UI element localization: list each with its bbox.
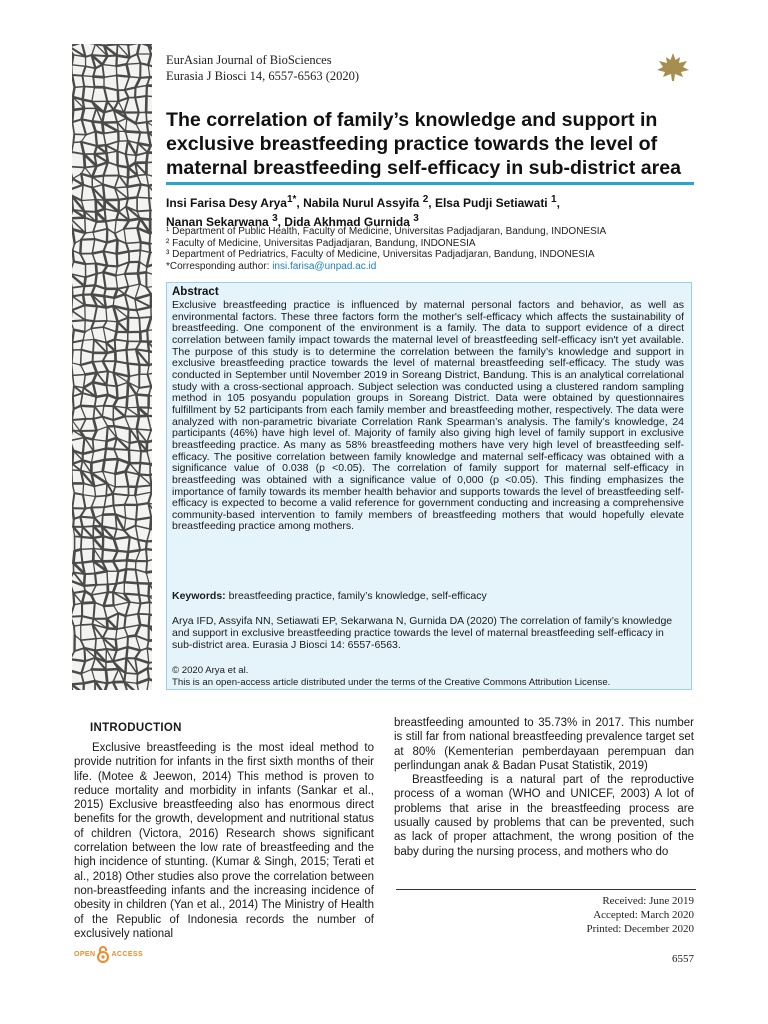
affiliation-item: ¹ Department of Public Health, Faculty of Medicine, Universitas Padjadjaran, Bandung, INDONESIA [166, 226, 607, 237]
title-divider [166, 182, 694, 185]
author-name: Dida Akhmad Gurnida [284, 215, 410, 229]
author-name: Nanan Sekarwana [166, 215, 269, 229]
intro-paragraph: Exclusive breastfeeding is the most ideal method to provide nutrition for infants in the first sixth months of their life. (Motee & Jeewon, 2014) This method is proven to reduce mortality and morbidity in infants (Sankar et al., 2015) Exclusive breastfeeding also has enormous direct benefits for the growth, development and nutritional status of children (Victora, 2016) Research shows significant correlation between the low rate of breastfeeding and the high incidence of stunting. (Kumar & Singh, 2015; Terati et al., 2018) Other studies also prove the correlation between non-breastfeeding infants and the increasing incidence of obesity in children (Yan et al., 2014) The Ministry of Health of the Republic of Indonesia records the number of exclusively national [74, 742, 374, 940]
author-separator: , [556, 196, 560, 210]
cracked-earth-pattern [72, 44, 152, 690]
author-separator: , [428, 196, 435, 210]
open-access-logo [74, 944, 143, 964]
author-name: Elsa Pudji Setiawati [434, 196, 548, 210]
affiliation-item: ³ Department of Pedriatrics, Faculty of Medicine, Universitas Padjadjaran, Bandung, INDONESIA [166, 249, 595, 261]
intro-paragraph: Breastfeeding is a natural part of the reproductive process of a woman (WHO and UNICEF, 2003) A lot of problems that arise in the breastfeeding process are usually caused by problems that can be prevented, such as lack of proper attachment, the wrong position of the baby during the nursing process, and mothers who do [394, 774, 694, 858]
affiliations [166, 226, 696, 272]
author-affiliation-mark: 1* [286, 194, 297, 205]
journal-header [166, 52, 359, 84]
journal-reference: Eurasia J Biosci 14, 6557-6563 (2020) [166, 69, 360, 83]
keywords [172, 590, 684, 603]
intro-continuation: breastfeeding amounted to 35.73% in 2017. This number is still far from national breastfeeding prevalence target set at 80% (Kementerian pemberdayaan perempuan dan perlindungan anak & Badan Pusat Statistik, 2019) [394, 717, 694, 772]
open-lock-icon [96, 945, 110, 963]
author-name: Nabila Nurul Assyifa [303, 196, 420, 210]
corresponding-author [166, 261, 696, 273]
article-title: The correlation of family’s knowledge and support in exclusive breastfeeding practice towards the level of maternal breastfeeding self-efficacy in sub-district area [166, 109, 682, 179]
license-text: This is an open-access article distributed under the terms of the Creative Commons Attribution License. [172, 676, 611, 688]
page-number: 6557 [672, 953, 694, 965]
open-access-label-left: OPEN [74, 950, 96, 958]
abstract-heading: Abstract [172, 286, 219, 298]
corresponding-email-link[interactable]: insi.farisa@unpad.ac.id [272, 260, 377, 272]
author-affiliation-mark: 1 [551, 194, 557, 205]
dates-divider [396, 889, 696, 890]
received-date: Received: June 2019 [602, 895, 694, 907]
accepted-date: Accepted: March 2020 [593, 909, 694, 921]
publication-dates [540, 894, 694, 936]
author-affiliation-mark: 3 [272, 213, 278, 224]
author-separator: , [277, 215, 285, 229]
printed-date: Printed: December 2020 [586, 923, 694, 935]
keywords-text: breastfeeding practice, family’s knowledge, self-efficacy [225, 590, 487, 602]
copyright-line: © 2020 Arya et al. [172, 665, 249, 676]
author-name: Insi Farisa Desy Arya [166, 196, 287, 210]
author-affiliation-mark: 2 [422, 194, 429, 205]
license-block [172, 665, 684, 688]
author-affiliation-mark: 3 [413, 213, 419, 224]
right-column [394, 716, 694, 859]
corresponding-label: *Corresponding author: [166, 260, 273, 272]
left-column [74, 741, 374, 941]
maple-leaf-icon [656, 52, 690, 82]
abstract-text: Exclusive breastfeeding practice is influenced by maternal personal factors and behavior, as well as environmental factors. These three factors form the mother's self-efficacy which affects the sustainability of breastfeeding. One component of the environment is a family. The data to support evidence of a direct correlation between family impact towards the maternal level of breastfeeding self-efficacy isn't yet available. The purpose of this study is to determine the correlation between the family’s knowledge and support in exclusive breastfeeding practice towards the level of maternal breastfeeding self-efficacy. The study was conducted in September until November 2019 in Soreang District, Bandung. This is an analytical correlational study with a cross-sectional approach. Subject selection was conducted using a clustered random sampling method in 105 posyandu population groups in Soreang District. Data were obtained by questionnaires fulfillment by 52 participants from each family member and breastfeeding mother, respectively. The data were analyzed with non-parametric bivariate Correlation Rank Spearman’s analysis. The family’s knowledge, 24 participants (46%) have high level of. Majority of family also giving high level of family support in exclusive breastfeeding practice. As many as 58% breastfeeding mothers have very high level of breastfeeding self-efficacy. The positive correlation between family knowledge and maternal self-efficacy was obtained with a significance value of 0.038 (p <0.05). The correlation of family support for maternal self-efficacy in breastfeeding was obtained with a significance value of 0,000 (p <0.05). This finding emphasizes the importance of family towards its member health behavior and supports towards the level of breastfeeding self-efficacy is expected to become a valid reference for government conducting and increasing a comprehensive community-based intervention to family members of breastfeeding mothers that would hopefully elevate breastfeeding practice among mothers. [172, 299, 684, 533]
author-list [166, 192, 696, 230]
keywords-label: Keywords: [172, 590, 226, 602]
introduction-heading: INTRODUCTION [90, 722, 182, 734]
author-separator: , [296, 196, 304, 210]
journal-name: EurAsian Journal of BioSciences [166, 53, 332, 67]
open-access-label-right: ACCESS [111, 950, 144, 958]
citation: Arya IFD, Assyifa NN, Setiawati EP, Sekarwana N, Gurnida DA (2020) The correlation of family’s knowledge and support in exclusive breastfeeding practice towards the level of maternal breastfeeding self-efficacy in sub-district area. Eurasia J Biosci 14: 6557-6563. [172, 615, 673, 651]
decorative-texture-strip [72, 44, 152, 690]
affiliation-item: ² Faculty of Medicine, Universitas Padjadjaran, Bandung, INDONESIA [166, 237, 476, 249]
